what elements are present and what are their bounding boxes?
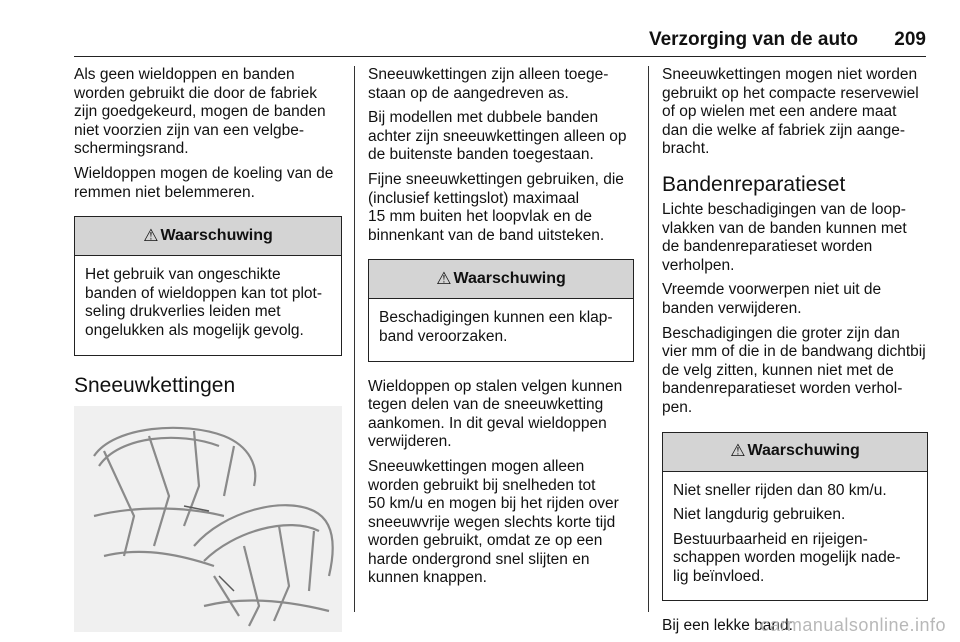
warning-title: Waarschuwing [160, 226, 273, 244]
warning-triangle-icon: ⚠ [436, 269, 452, 289]
warning-body [75, 256, 341, 354]
warning-title: Waarschuwing [747, 442, 860, 460]
section-heading: Bandenreparatieset [662, 172, 846, 196]
paragraph: Wieldoppen mogen de koeling van de remmen niet belemmeren. [74, 164, 334, 201]
watermark: carmanualsonline.info [760, 615, 946, 635]
section-heading: Sneeuwkettingen [74, 373, 236, 397]
warning-header [663, 433, 927, 472]
column-divider [648, 66, 649, 612]
warning-header [75, 217, 341, 256]
paragraph: Wieldoppen op stalen velgen kunnen tegen delen van de sneeuwketting aankomen. In dit geval wieldoppen verwijderen. [368, 377, 623, 451]
warning-triangle-icon: ⚠ [730, 441, 746, 461]
page-number: 209 [894, 29, 926, 50]
paragraph: Sneeuwkettingen zijn alleen toege- staan op de aangedreven as. [368, 66, 609, 102]
warning-title: Waarschuwing [453, 270, 566, 288]
snow-chains-drawing [74, 406, 342, 632]
column-3 [662, 66, 928, 642]
warning-box [368, 259, 634, 361]
section-title: Verzorging van de auto [648, 29, 858, 50]
paragraph: Vreemde voorwerpen niet uit de banden verwijderen. [662, 281, 882, 317]
warning-text: Het gebruik van ongeschikte banden of wieldoppen kan tot plot- seling drukverlies leiden met ongelukken als mogelijk gevolg. [85, 266, 322, 339]
warning-box [662, 432, 928, 602]
page-header [74, 28, 926, 57]
warning-body [663, 472, 927, 601]
paragraph: Bij modellen met dubbele banden achter zijn sneeuwkettingen alleen op de buitenste banden toegestaan. [368, 109, 627, 164]
paragraph: Fijne sneeuwkettingen gebruiken, die (inclusief kettingslot) maximaal 15 mm buiten het loopvlak en de binnenkant van de band uitsteken. [368, 170, 624, 244]
warning-header [369, 260, 633, 299]
paragraph: Sneeuwkettingen mogen niet worden gebruikt op het compacte reservewiel of op wielen met een andere maat dan die welke af fabriek zijn aange- bracht. [662, 66, 919, 158]
warning-item: Bestuurbaarheid en rijeigen- schappen worden mogelijk nade- lig beïnvloed. [673, 530, 901, 585]
paragraph: Sneeuwkettingen mogen alleen worden gebruikt bij snelheden tot 50 km/u en mogen bij het rijden over sneeuwvrije wegen slechts korte tijd worden gebruikt, omdat ze op een harde ondergrond snel slijten en kunnen knappen. [368, 457, 619, 587]
paragraph: Lichte beschadigingen van de loop- vlakken van de banden kunnen met de bandenreparatieset worden verholpen. [662, 200, 907, 274]
snow-chains-illustration [74, 406, 342, 632]
column-divider [354, 66, 355, 612]
warning-item: Niet sneller rijden dan 80 km/u. [673, 481, 887, 499]
column-1 [74, 66, 342, 632]
paragraph: Beschadigingen die groter zijn dan vier mm of die in de bandwang dichtbij de velg zitten, kunnen niet met de bandenreparatieset worden verhol- pen. [662, 324, 926, 416]
warning-box [74, 216, 342, 355]
column-2 [368, 66, 634, 594]
warning-item: Niet langdurig gebruiken. [673, 506, 846, 524]
warning-body [369, 299, 633, 360]
paragraph: Als geen wieldoppen en banden worden gebruikt die door de fabriek zijn goedgekeurd, mogen de banden niet voorzien zijn van een velgbe- schermingsrand. [74, 66, 326, 158]
warning-text: Beschadigingen kunnen een klap- band veroorzaken. [379, 309, 613, 345]
warning-triangle-icon: ⚠ [143, 225, 159, 245]
paragraph: Bij een lekke band: [662, 617, 793, 635]
